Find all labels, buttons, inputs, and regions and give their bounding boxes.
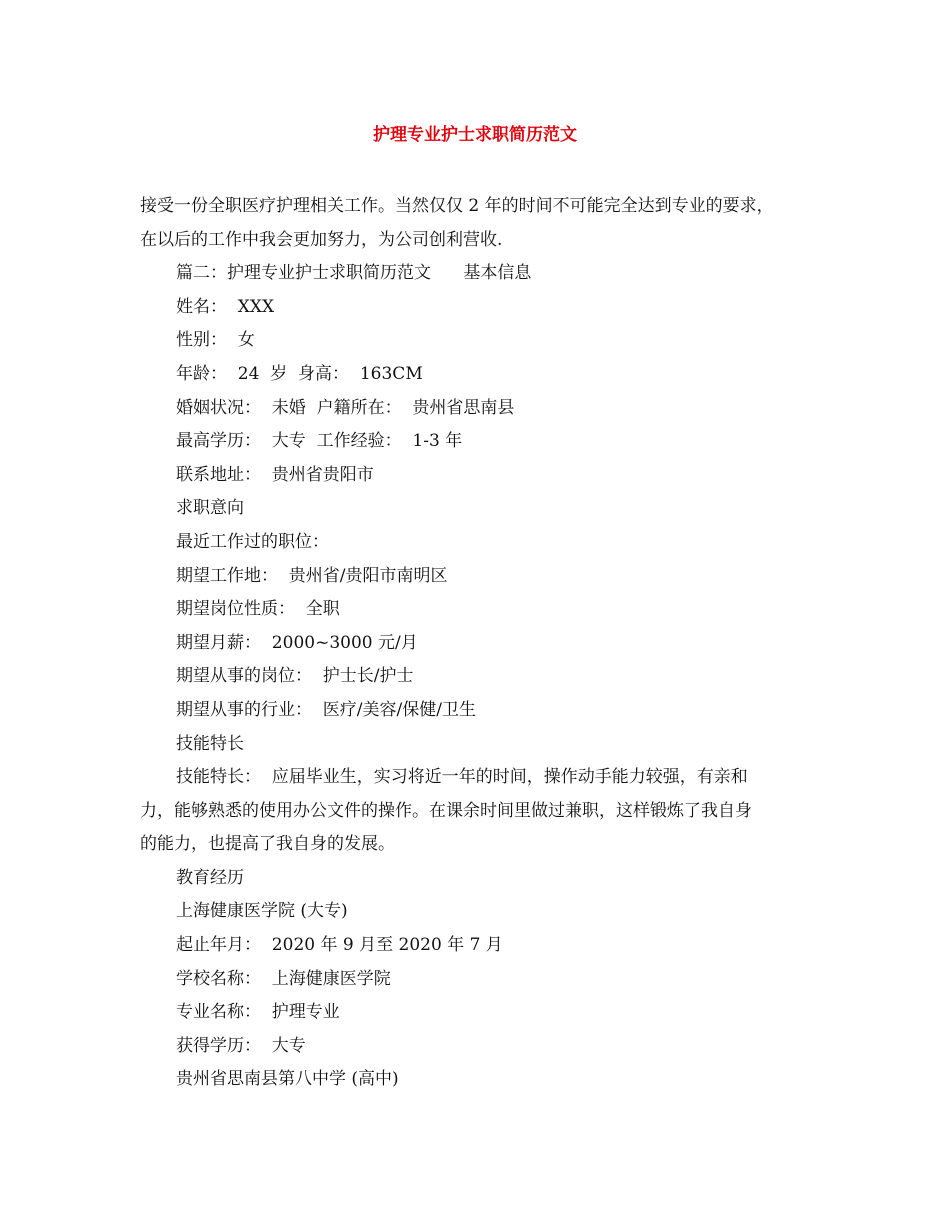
body-line: 最近工作过的职位： (176, 531, 329, 552)
body-line: 联系地址： 贵州省贵阳市 (176, 464, 374, 485)
body-line: 姓名： XXX (176, 296, 275, 317)
body-line: 专业名称： 护理专业 (176, 1002, 340, 1023)
body-line: 起止年月： 2020 年 9 月至 2020 年 7 月 (176, 935, 503, 956)
body-line: 年龄： 24 岁 身高： 163CM (176, 363, 423, 384)
body-line: 期望从事的行业： 医疗/美容/保健/卫生 (176, 699, 476, 720)
body-line: 求职意向 (176, 498, 244, 519)
body-line: 贵州省思南县第八中学 (高中) (176, 1069, 399, 1090)
body-line: 教育经历 (176, 867, 244, 888)
body-line: 技能特长： 应届毕业生，实习将近一年的时间，操作动手能力较强，有亲和 (176, 767, 748, 788)
body-line: 在以后的工作中我会更加努力，为公司创利营收. (140, 229, 503, 250)
body-line: 力，能够熟悉的使用办公文件的操作。在课余时间里做过兼职，这样锻炼了我自身 (140, 800, 752, 821)
body-line: 性别： 女 (176, 330, 255, 351)
body-line: 学校名称： 上海健康医学院 (176, 968, 391, 989)
body-line: 期望工作地： 贵州省/贵阳市南明区 (176, 565, 448, 586)
document-body (140, 193, 830, 1100)
body-line: 技能特长 (176, 733, 244, 754)
body-line: 上海健康医学院 (大专) (176, 901, 348, 922)
document-title: 护理专业护士求职简历范文 (373, 125, 577, 145)
body-line: 婚姻状况： 未婚 户籍所在： 贵州省思南县 (176, 397, 515, 418)
body-line: 期望岗位性质： 全职 (176, 599, 340, 620)
body-line: 期望从事的岗位： 护士长/护士 (176, 666, 414, 687)
body-line: 最高学历： 大专 工作经验： 1-3 年 (176, 431, 463, 452)
body-line: 接受一份全职医疗护理相关工作。当然仅仅 2 年的时间不可能完全达到专业的要求， (140, 196, 774, 216)
body-line: 篇二：护理专业护士求职简历范文 基本信息 (176, 263, 532, 284)
body-line: 期望月薪： 2000~3000 元/月 (176, 632, 418, 653)
body-line: 的能力，也提高了我自身的发展。 (140, 834, 395, 855)
body-line: 获得学历： 大专 (176, 1035, 306, 1056)
